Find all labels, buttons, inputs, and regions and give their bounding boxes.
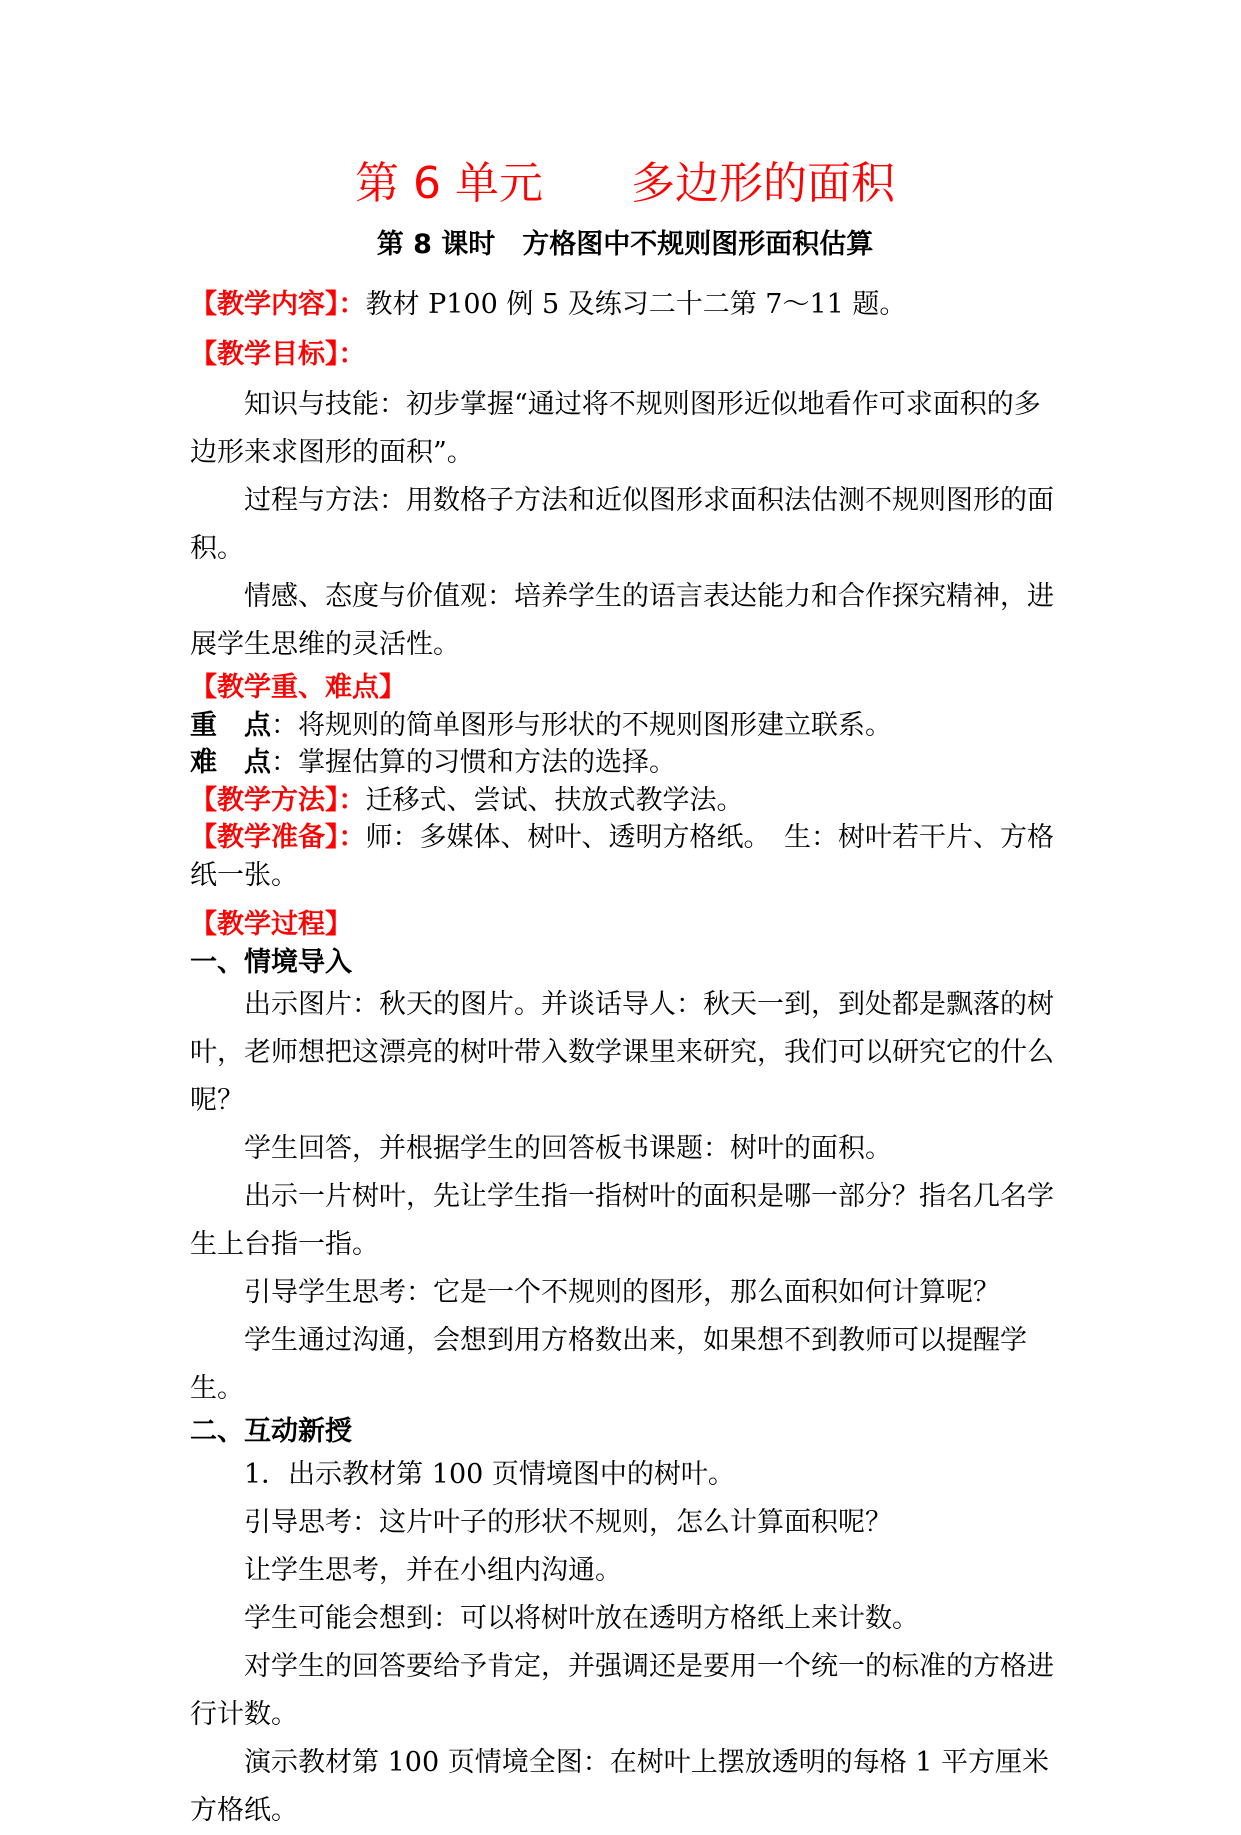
teaching-objectives-heading bbox=[190, 336, 1060, 374]
teaching-preparation-label: 【教学准备】： bbox=[190, 822, 366, 853]
teaching-content bbox=[190, 286, 1060, 324]
teaching-method bbox=[190, 782, 1060, 820]
section-paragraph: 学生可能会想到：可以将树叶放在透明方格纸上来计数。 bbox=[244, 1602, 919, 1634]
difficult-point bbox=[190, 744, 1060, 782]
key-point-text: ：将规则的简单图形与形状的不规则图形建立联系。 bbox=[271, 709, 892, 741]
section-paragraph: 学生通过沟通，会想到用方格数出来，如果想不到教师可以提醒学生。 bbox=[190, 1325, 1027, 1404]
section-paragraph: 演示教材第 100 页情境全图：在树叶上摆放透明的每格 1 平方厘米方格纸。 bbox=[190, 1746, 1050, 1826]
teaching-method-label: 【教学方法】： bbox=[190, 784, 366, 816]
lesson-subtitle: 第 8 课时 方格图中不规则图形面积估算 bbox=[376, 229, 874, 260]
section-paragraph: 1．出示教材第 100 页情境图中的树叶。 bbox=[244, 1458, 735, 1490]
section-paragraph: 让学生思考，并在小组内沟通。 bbox=[244, 1554, 622, 1586]
document-content bbox=[190, 152, 1060, 1835]
teaching-method-text: 迁移式、尝试、扶放式教学法。 bbox=[365, 784, 744, 816]
key-points-heading bbox=[190, 669, 1060, 707]
teaching-process-heading bbox=[190, 906, 1060, 944]
objective-item: 情感、态度与价值观：培养学生的语言表达能力和合作探究精神，进展学生思维的灵活性。 bbox=[190, 581, 1054, 660]
teaching-process-label: 【教学过程】 bbox=[190, 909, 352, 940]
teaching-content-text: 教材 P100 例 5 及练习二十二第 7～11 题。 bbox=[365, 289, 907, 320]
teaching-preparation-text: 师：多媒体、树叶、透明方格纸。 生：树叶若干片、方格纸一张。 bbox=[190, 822, 1054, 891]
difficult-point-text: ：掌握估算的习惯和方法的选择。 bbox=[271, 747, 676, 778]
section-paragraph: 引导学生思考：它是一个不规则的图形，那么面积如何计算呢？ bbox=[244, 1277, 1000, 1308]
teaching-preparation bbox=[190, 819, 1060, 894]
unit-title: 第 6 单元 多边形的面积 bbox=[355, 158, 895, 209]
section-paragraph: 学生回答，并根据学生的回答板书课题：树叶的面积。 bbox=[244, 1133, 892, 1164]
section-heading: 二、互动新授 bbox=[190, 1416, 352, 1447]
teaching-content-label: 【教学内容】： bbox=[190, 289, 366, 320]
objective-item: 知识与技能：初步掌握“通过将不规则图形近似地看作可求面积的多边形来求图形的面积”。 bbox=[190, 389, 1041, 468]
key-points-label: 【教学重、难点】 bbox=[190, 672, 406, 703]
section-paragraph: 引导思考：这片叶子的形状不规则，怎么计算面积呢？ bbox=[244, 1506, 892, 1538]
key-point-label: 重 点 bbox=[190, 709, 271, 741]
section-paragraph: 出示图片：秋天的图片。并谈话导人：秋天一到，到处都是飘落的树叶，老师想把这漂亮的树叶带入数学课里来研究，我们可以研究它的什么呢？ bbox=[190, 989, 1054, 1116]
objective-item: 过程与方法：用数格子方法和近似图形求面积法估测不规则图形的面积。 bbox=[190, 485, 1054, 564]
section-paragraph: 对学生的回答要给予肯定，并强调还是要用一个统一的标准的方格进行计数。 bbox=[190, 1650, 1054, 1730]
key-point bbox=[190, 707, 1060, 745]
section-paragraph: 出示一片树叶，先让学生指一指树叶的面积是哪一部分？指名几名学生上台指一指。 bbox=[190, 1181, 1054, 1260]
section-heading: 一、情境导入 bbox=[190, 946, 352, 978]
difficult-point-label: 难 点 bbox=[190, 747, 271, 778]
teaching-objectives-label: 【教学目标】： bbox=[190, 338, 366, 370]
